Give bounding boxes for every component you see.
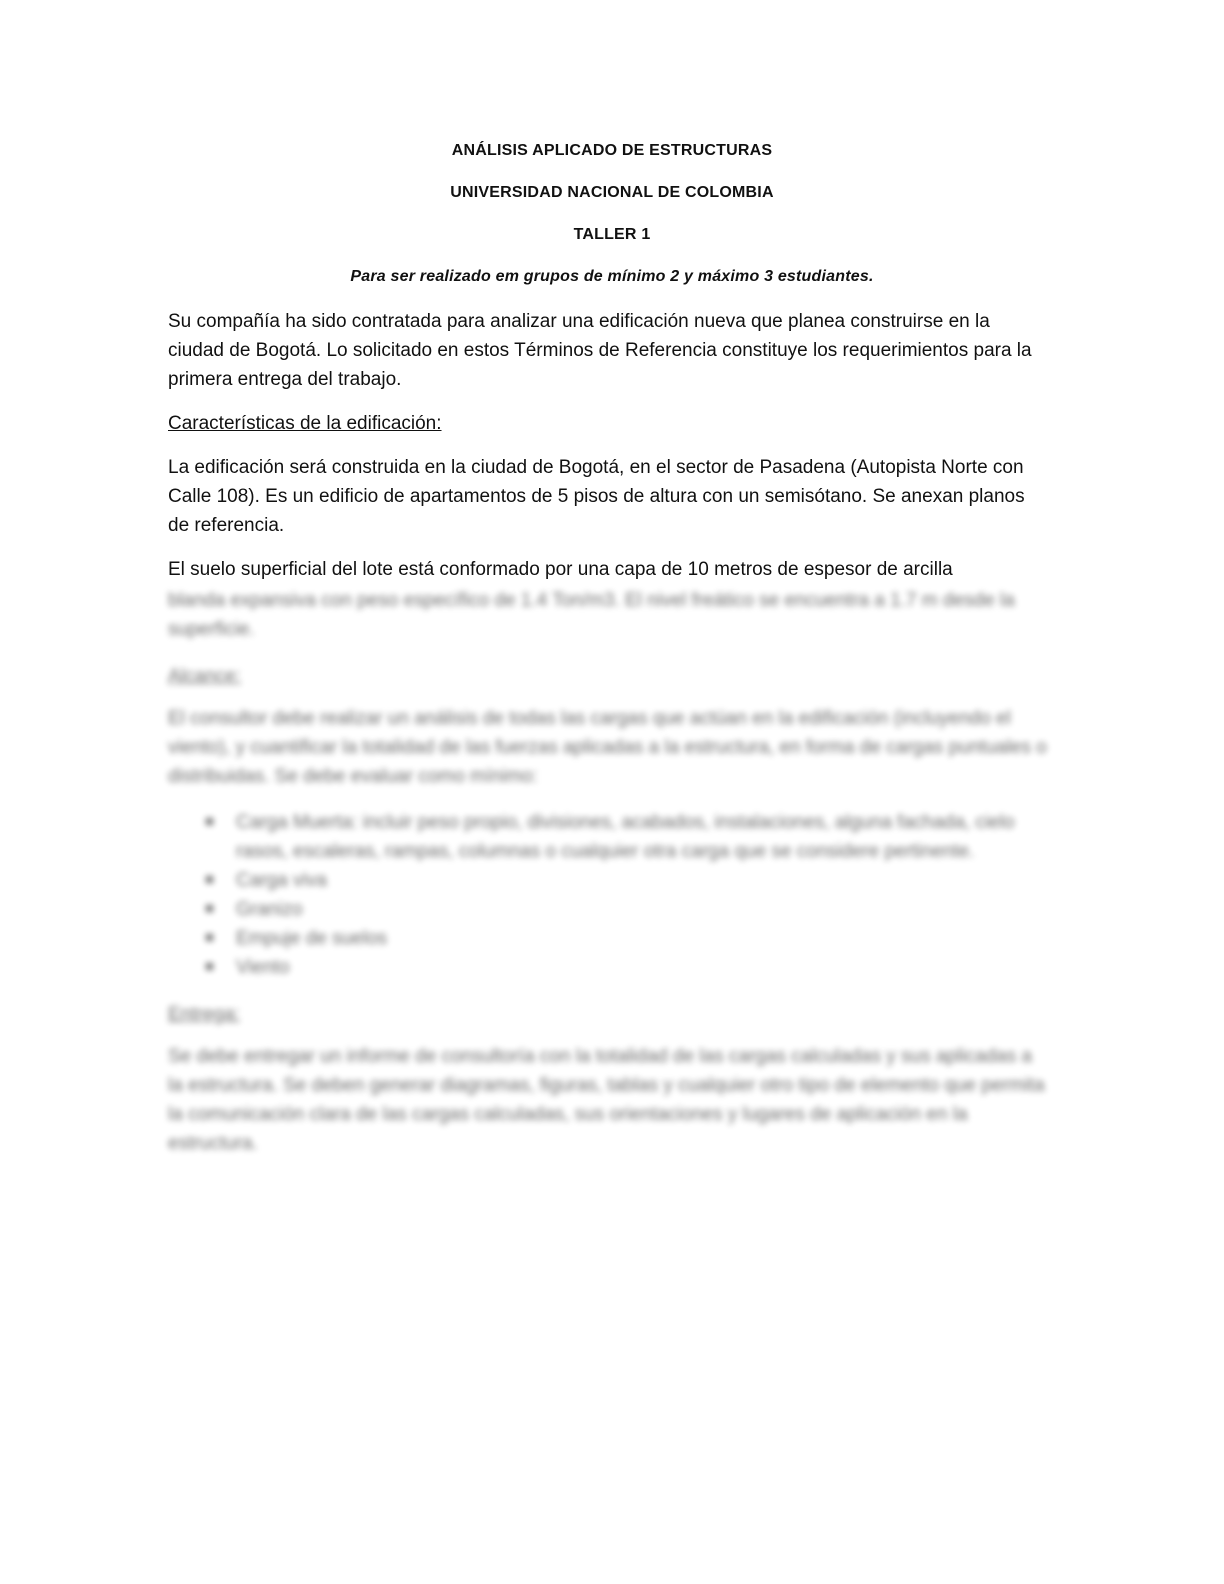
location-paragraph: La edificación será construida en la ciudad de Bogotá, en el sector de Pasadena (Autopista Norte con Calle 108). Es un edificio de apartamentos de 5 pisos de altura con un semisótano. Se anexan planos de referencia.: [168, 457, 1025, 536]
blurred-content: [162, 586, 1062, 1166]
list-item: Carga viva: [206, 866, 1026, 895]
university-name: UNIVERSIDAD NACIONAL DE COLOMBIA: [450, 184, 774, 201]
intro-paragraph: Su compañía ha sido contratada para analizar una edificación nueva que planea construirse en la ciudad de Bogotá. Lo solicitado en estos Términos de Referencia constituye los requerimientos para la primera entrega del trabajo.: [168, 311, 1032, 390]
scope-paragraph: El consultor debe realizar un análisis de todas las cargas que actúan en la edificación (incluyendo el viento), y cuantificar la totalidad de las fuerzas aplicadas a la estructura, en forma de cargas puntuales o distribuidas. Se debe evaluar como mínimo:: [168, 708, 1047, 787]
section-characteristics: [168, 409, 1048, 438]
list-item: Empuje de suelos: [206, 924, 1026, 953]
section-scope: [168, 662, 1048, 691]
section-scope-label: Alcance:: [168, 666, 241, 687]
section-delivery: [168, 1000, 1048, 1029]
list-item: Viento: [206, 953, 1026, 982]
course-title: ANÁLISIS APLICADO DE ESTRUCTURAS: [451, 142, 773, 159]
soil-paragraph: El suelo superficial del lote está conformado por una capa de 10 metros de espesor de arcilla: [168, 559, 953, 580]
group-note: Para ser realizado em grupos de mínimo 2 y máximo 3 estudiantes.: [350, 268, 874, 285]
list-item: Granizo: [206, 895, 1026, 924]
list-item: Carga Muerta: incluir peso propio, divisiones, acabados, instalaciones, alguna fachada, cielo rasos, escaleras, rampas, columnas o cualquier otra carga que se considere pertinente.: [206, 808, 1026, 866]
assignment-title: TALLER 1: [573, 226, 651, 243]
delivery-paragraph: Se debe entregar un informe de consultoría con la totalidad de las cargas calculadas y sus aplicadas a la estructura. Se deben generar diagramas, figuras, tablas y cualquier otro tipo de elemento que permita la comunicación clara de las cargas calculadas, sus orientaciones y lugares de aplicación en la estructura.: [168, 1046, 1045, 1154]
section-characteristics-label: Características de la edificación:: [168, 413, 442, 434]
section-delivery-label: Entrega:: [168, 1004, 240, 1025]
load-list: [206, 808, 1026, 982]
soil-paragraph-continued: blanda expansiva con peso específico de 1.4 Ton/m3. El nivel freático se encuentra a 1.7 m desde la superficie.: [168, 590, 1015, 640]
